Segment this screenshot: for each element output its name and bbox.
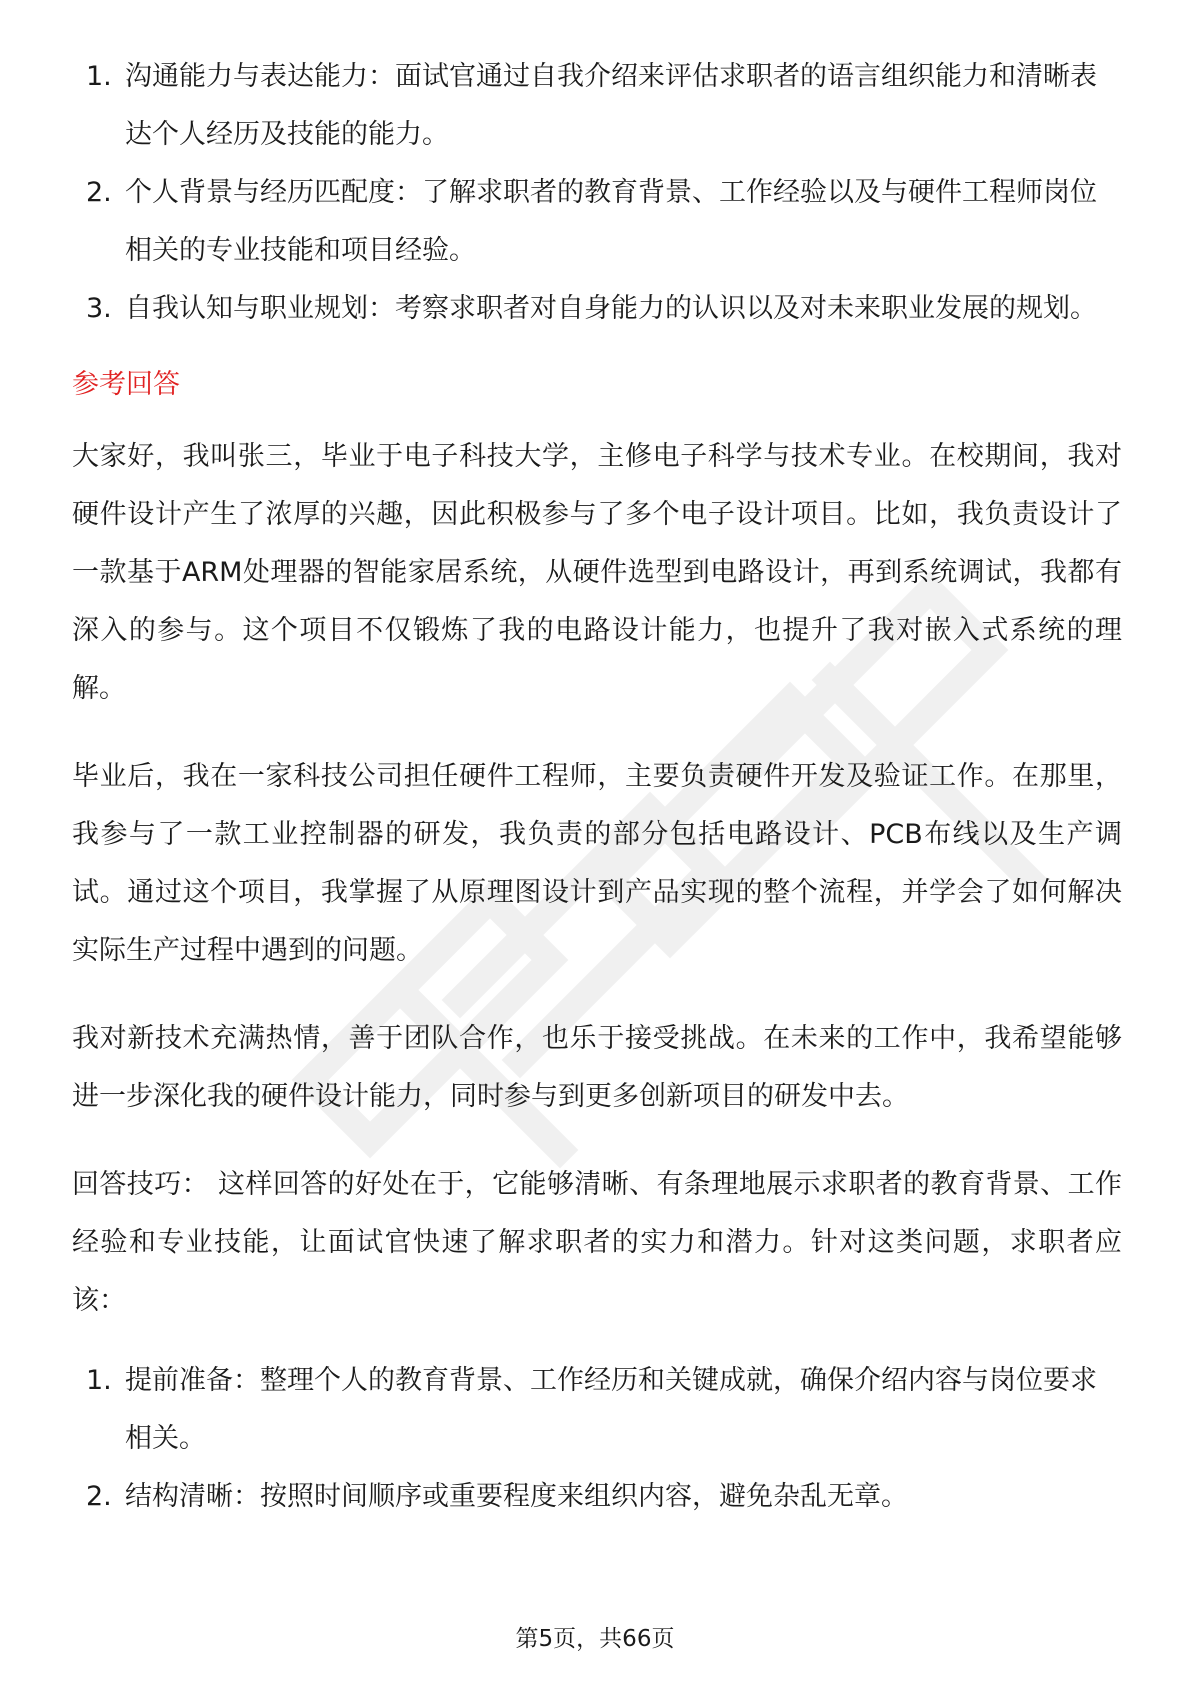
list-text: 个人背景与经历匹配度：了解求职者的教育背景、工作经验以及与硬件工程师岗位相关的专业技能和项目经验。 [125,177,1097,266]
intro-list [72,48,1122,338]
list-number: 2. [86,177,112,208]
page-footer: 第5页，共66页 [515,1626,675,1652]
answer-paragraph: 我对新技术充满热情，善于团队合作，也乐于接受挑战。在未来的工作中，我希望能够进一步深化我的硬件设计能力，同时参与到更多创新项目的研发中去。 [72,1023,1122,1112]
tips-list [72,1352,1122,1526]
list-item [72,280,1122,338]
answer-paragraph: 大家好，我叫张三，毕业于电子科技大学，主修电子科学与技术专业。在校期间，我对硬件设计产生了浓厚的兴趣，因此积极参与了多个电子设计项目。比如，我负责设计了一款基于ARM处理器的智能家居系统，从硬件选型到电路设计，再到系统调试，我都有深入的参与。这个项目不仅锻炼了我的电路设计能力，也提升了我对嵌入式系统的理解。 [72,441,1122,704]
list-item [72,164,1122,280]
answer-paragraph: 毕业后，我在一家科技公司担任硬件工程师，主要负责硬件开发及验证工作。在那里，我参与了一款工业控制器的研发，我负责的部分包括电路设计、PCB布线以及生产调试。通过这个项目，我掌握了从原理图设计到产品实现的整个流程，并学会了如何解决实际生产过程中遇到的问题。 [72,761,1122,966]
list-number: 1. [86,1365,112,1396]
list-text: 结构清晰：按照时间顺序或重要程度来组织内容，避免杂乱无章。 [125,1481,908,1512]
list-number: 3. [86,293,112,324]
list-number: 2. [86,1481,112,1512]
section-heading: 参考回答 [72,369,180,400]
list-item [72,48,1122,164]
tips-paragraph: 回答技巧： 这样回答的好处在于，它能够清晰、有条理地展示求职者的教育背景、工作经验和专业技能，让面试官快速了解求职者的实力和潜力。针对这类问题，求职者应该： [72,1169,1122,1316]
list-text: 沟通能力与表达能力：面试官通过自我介绍来评估求职者的语言组织能力和清晰表达个人经历及技能的能力。 [125,61,1097,150]
list-text: 提前准备：整理个人的教育背景、工作经历和关键成就，确保介绍内容与岗位要求相关。 [125,1365,1097,1454]
list-item [72,1468,1122,1526]
page-content [72,48,1122,1526]
list-text: 自我认知与职业规划：考察求职者对自身能力的认识以及对未来职业发展的规划。 [125,293,1097,324]
list-item [72,1352,1122,1468]
list-number: 1. [86,61,112,92]
